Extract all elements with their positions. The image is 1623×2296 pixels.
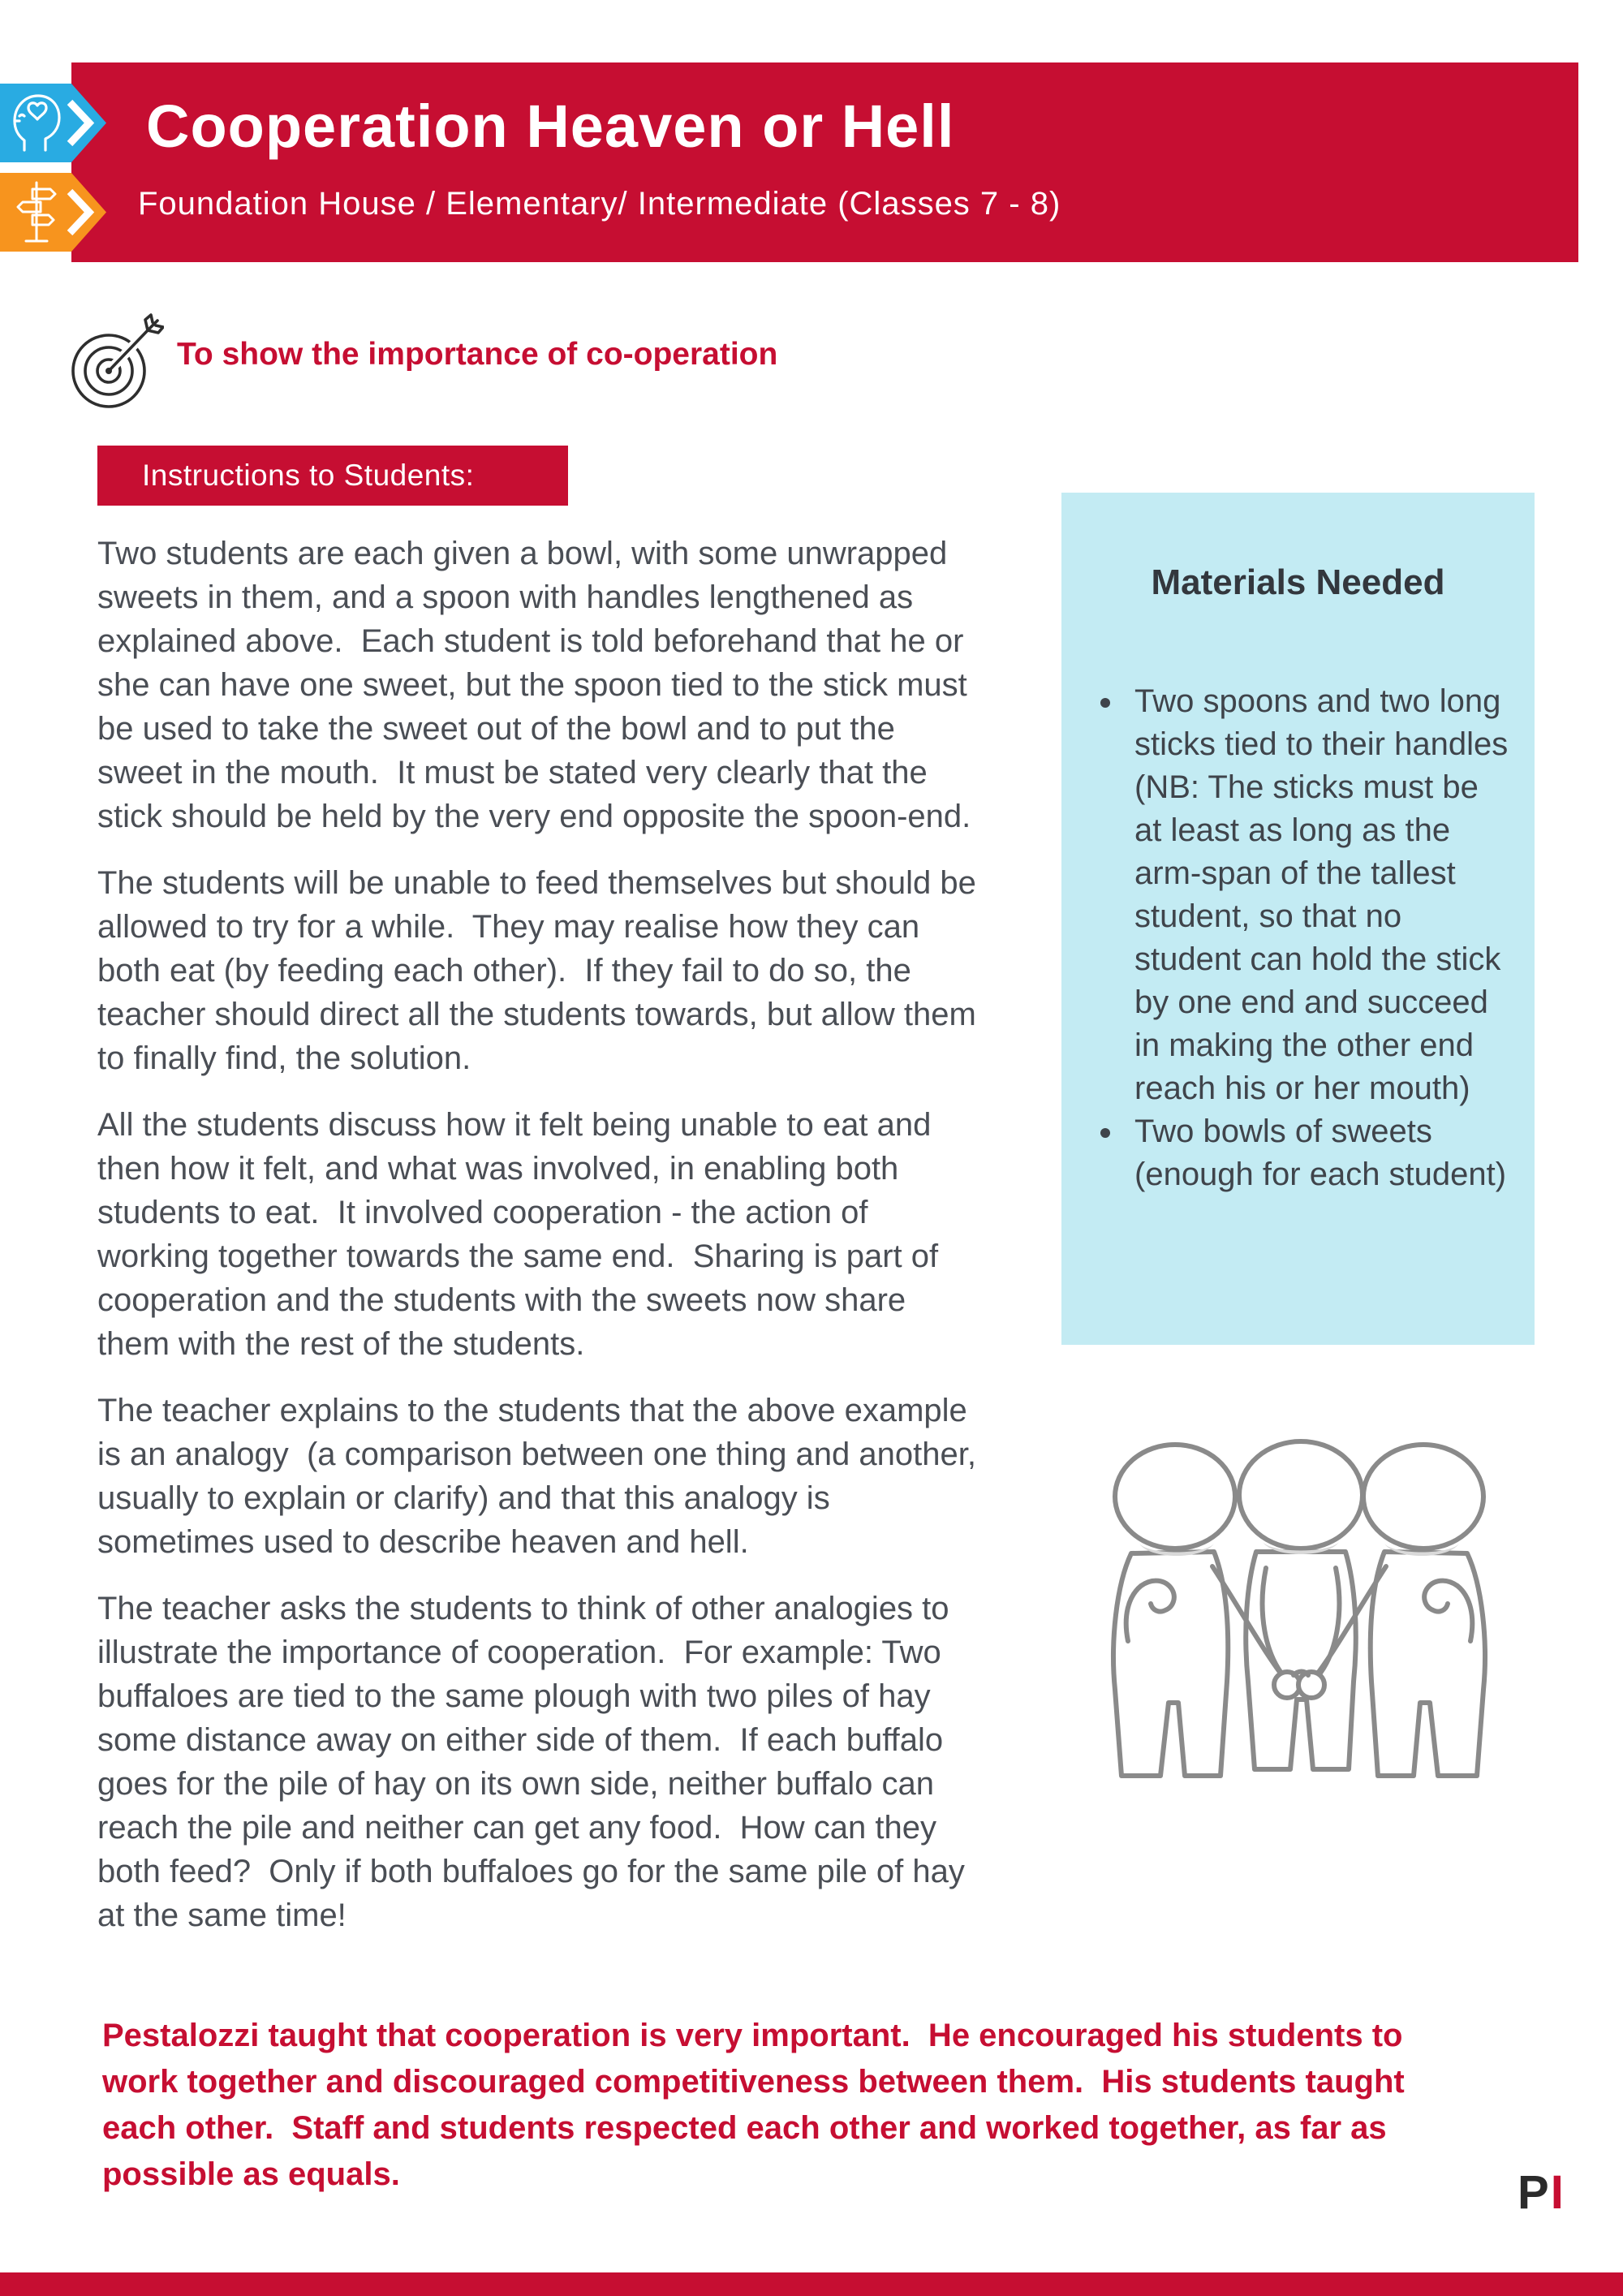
head-heart-icon <box>0 84 109 162</box>
signpost-icon <box>0 173 109 252</box>
header-banner <box>71 62 1578 262</box>
page-title: Cooperation Heaven or Hell <box>146 93 955 160</box>
page-subtitle: Foundation House / Elementary/ Intermediate (Classes 7 - 8) <box>138 186 1061 222</box>
paragraph: Two students are each given a bowl, with some unwrapped sweets in them, and a spoon with handles lengthened as explained above. Each student is told beforehand that he or she can have one sweet, but the spoon tied to the stick must be used to take the sweet out of the bowl and to put the sweet in the mouth. It must be stated very clearly that the stick should be held by the very end opposite the spoon-end. <box>97 536 976 834</box>
pestalozzi-note: Pestalozzi taught that cooperation is very important. He encouraged his students to work together and discouraged competitiveness between them. His students taught each other. Staff and students respected each other and worked together, as far as possible as equals. <box>102 2018 1414 2192</box>
materials-box <box>1061 493 1535 1345</box>
footer-bar <box>0 2272 1623 2296</box>
paragraph: The students will be unable to feed themselves but should be allowed to try for a while. They may realise how they can both eat (by feeding each other). If they fail to do so, the teacher should direct all the students towards, but allow them to finally find, the solution. <box>97 865 986 1076</box>
head-heart-badge <box>0 84 109 162</box>
materials-title: Materials Needed <box>1151 562 1445 602</box>
three-people-holding-hands-illustration <box>1053 1414 1545 1802</box>
signpost-badge <box>0 173 109 252</box>
materials-item: • Two spoons and two long sticks tied to their handles (NB: The sticks must be at least as long as the arm-span of the tallest student, so that no student can hold the stick by one end and succeed in making the other end reach his or her mouth) <box>1125 680 1510 1110</box>
instructions-header <box>97 446 568 506</box>
materials-item: • Two bowls of sweets (enough for each student) <box>1125 1110 1510 1196</box>
paragraph: All the students discuss how it felt being unable to eat and then how it felt, and what was involved, in enabling both students to eat. It involved cooperation - the action of working together towards the same end. Sharing is part of cooperation and the students with the sweets now share them with the rest of the students. <box>97 1107 948 1362</box>
paragraph: The teacher asks the students to think of other analogies to illustrate the importance of cooperation. For example: Two buffaloes are tied to the same plough with two piles of hay some distance away on either side of them. If each buffalo goes for the pile of hay on its own side, neither buffalo can reach the pile and neither can get any food. How can they both feed? Only if both buffaloes go for the same pile of hay at the same time! <box>97 1591 974 1933</box>
instructions-label: Instructions to Students: <box>142 459 475 492</box>
target-arrow-icon <box>67 312 164 410</box>
paragraph: The teacher explains to the students that the above example is an analogy (a comparison between one thing and another, usually to explain or clarify) and that this analogy is sometimes used to describe heaven and hell. <box>97 1393 986 1560</box>
materials-list <box>1061 680 1535 1196</box>
objective-text: To show the importance of co-operation <box>177 337 778 372</box>
pi-logo <box>1518 2165 1565 2220</box>
body-text <box>97 532 984 1960</box>
pi-logo-p: P <box>1518 2166 1551 2219</box>
pi-logo-i: I <box>1550 2166 1565 2219</box>
